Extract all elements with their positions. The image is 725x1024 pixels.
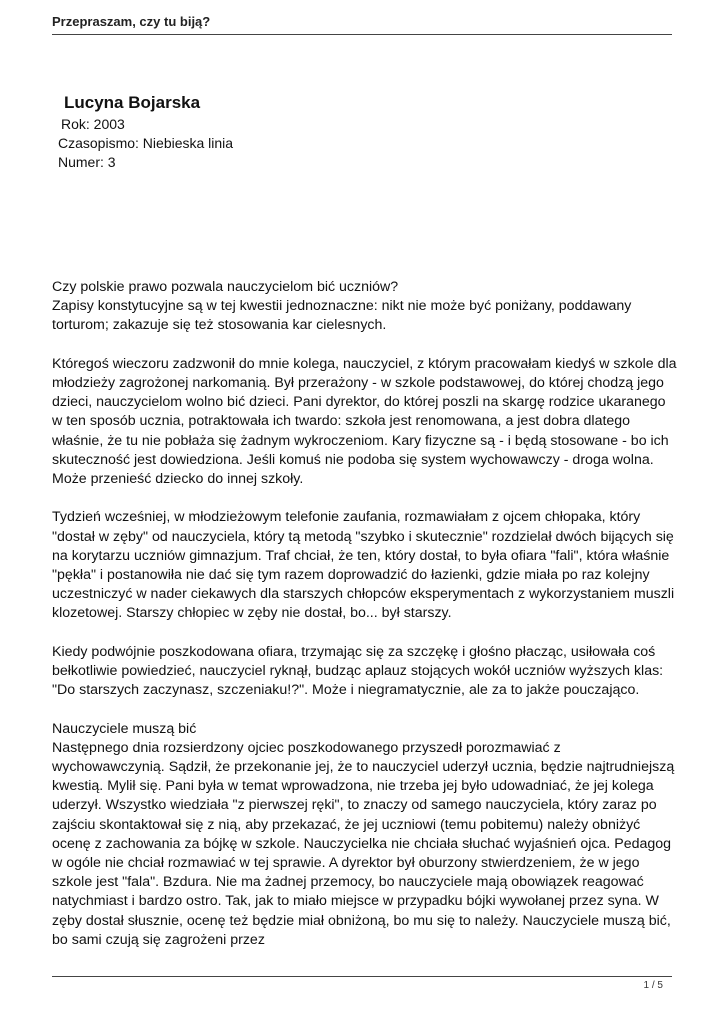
paragraph: Kiedy podwójnie poszkodowana ofiara, trzymając się za szczękę i głośno płacząc, usiłowała coś bełkotliwie powiedzieć, nauczyciel ryknął, budząc aplauz stojących wokół uczniów wyższych klas: "Do starszych zaczynasz, szczeniaku!?". Może i niegramatycznie, ale za to jakże pouczająco. bbox=[52, 643, 664, 699]
paragraph: Tydzień wcześniej, w młodzieżowym telefonie zaufania, rozmawiałam z ojcem chłopaka, który "dostał w zęby" od nauczyciela, który tą metodą "szybko i skutecznie" rozdzielał dwóch bijących się na korytarzu uczniów gimnazjum. Traf chciał, że ten, który dostał, to była ofiara "fali", która właśnie "pękła" i postanowiła nie dać się tym razem doprowadzić do łazienki, gdzie miała po raz kolejny uczestniczyć w nader ciekawych dla starszych chłopców eksperymentach z wykorzystaniem muszli klozetowej. Starszy chłopiec w zęby nie dostał, bo... był starszy. bbox=[52, 509, 675, 622]
paragraph bbox=[52, 278, 677, 336]
paragraph-lead: Czy polskie prawo pozwala nauczycielom bić uczniów? bbox=[52, 279, 399, 295]
paragraph: Któregoś wieczoru zadzwonił do mnie kolega, nauczyciel, z którym pracowałam kiedyś w szkole dla młodzieży zagrożonej narkomanią. Był przerażony - w szkole podstawowej, do której chodzą jego dzieci, nauczycielom wolno bić dzieci. Pani dyrektor, do której poszli na skargę rodzice ukaranego w ten sposób ucznia, potraktowała ich twardo: szkoła jest renomowana, a jest dobra dlatego właśnie, że tu nie pobłaża się żadnym wykroczeniom. Kary fizyczne są - i będą stosowane - bo ich skuteczność jest dowiedziona. Jeśli komuś nie podoba się system wychowawczy - droga wolna. Może przenieść dziecko do innej szkoły. bbox=[52, 355, 677, 488]
article-metadata bbox=[58, 115, 233, 172]
section-subheading: Nauczyciele muszą bić bbox=[52, 720, 197, 737]
author-name: Lucyna Bojarska bbox=[64, 93, 201, 112]
running-header-title: Przepraszam, czy tu biją? bbox=[52, 14, 211, 29]
footer-divider bbox=[52, 976, 672, 977]
paragraph bbox=[52, 720, 677, 950]
paragraph-text: Następnego dnia rozsierdzony ojciec poszkodowanego przyszedł porozmawiać z wychowawczynią. Sądził, że przekonanie jej, że to nauczyciel uderzył ucznia, będzie najtrudniejszą kwestią. Mylił się. Pani była w temat wprowadzona, nie trzeba jej było udowadniać, że jej kolega uderzył. Wszystko wiedziała "z pierwszej ręki", to znaczy od samego nauczyciela, który zaraz po zajściu skontaktował się z nią, aby przekazać, że jej uczniowi (temu pobitemu) należy obniżyć ocenę z zachowania za bójkę w szkole. Nauczycielka nie chciała słuchać wyjaśnień ojca. Pedagog w ogóle nie chciał rozmawiać w tej sprawie. A dyrektor był oburzony stwierdzeniem, że w jego szkole jest "fala". Bzdura. Nie ma żadnej przemocy, bo nauczyciele mają obowiązek reagować natychmiast i bardzo ostro. Tak, jak to miało miejsce w przypadku bójki wywołanej przez syna. W zęby dostał słusznie, ocenę też będzie miał obniżoną, bo mu się to należy. Nauczyciele muszą bić, bo sami czują się zagrożeni przez bbox=[52, 739, 675, 948]
paragraph-text: Zapisy konstytucyjne są w tej kwestii jednoznaczne: nikt nie może być poniżany, poddawany torturom; zakazuje się też stosowania kar cielesnych. bbox=[52, 298, 632, 334]
meta-year: Rok: 2003 bbox=[61, 116, 125, 132]
header-divider bbox=[52, 34, 672, 35]
article-body bbox=[52, 278, 677, 969]
meta-issue: Numer: 3 bbox=[58, 154, 116, 170]
page-number: 1 / 5 bbox=[643, 980, 663, 991]
meta-magazine: Czasopismo: Niebieska linia bbox=[58, 135, 234, 151]
